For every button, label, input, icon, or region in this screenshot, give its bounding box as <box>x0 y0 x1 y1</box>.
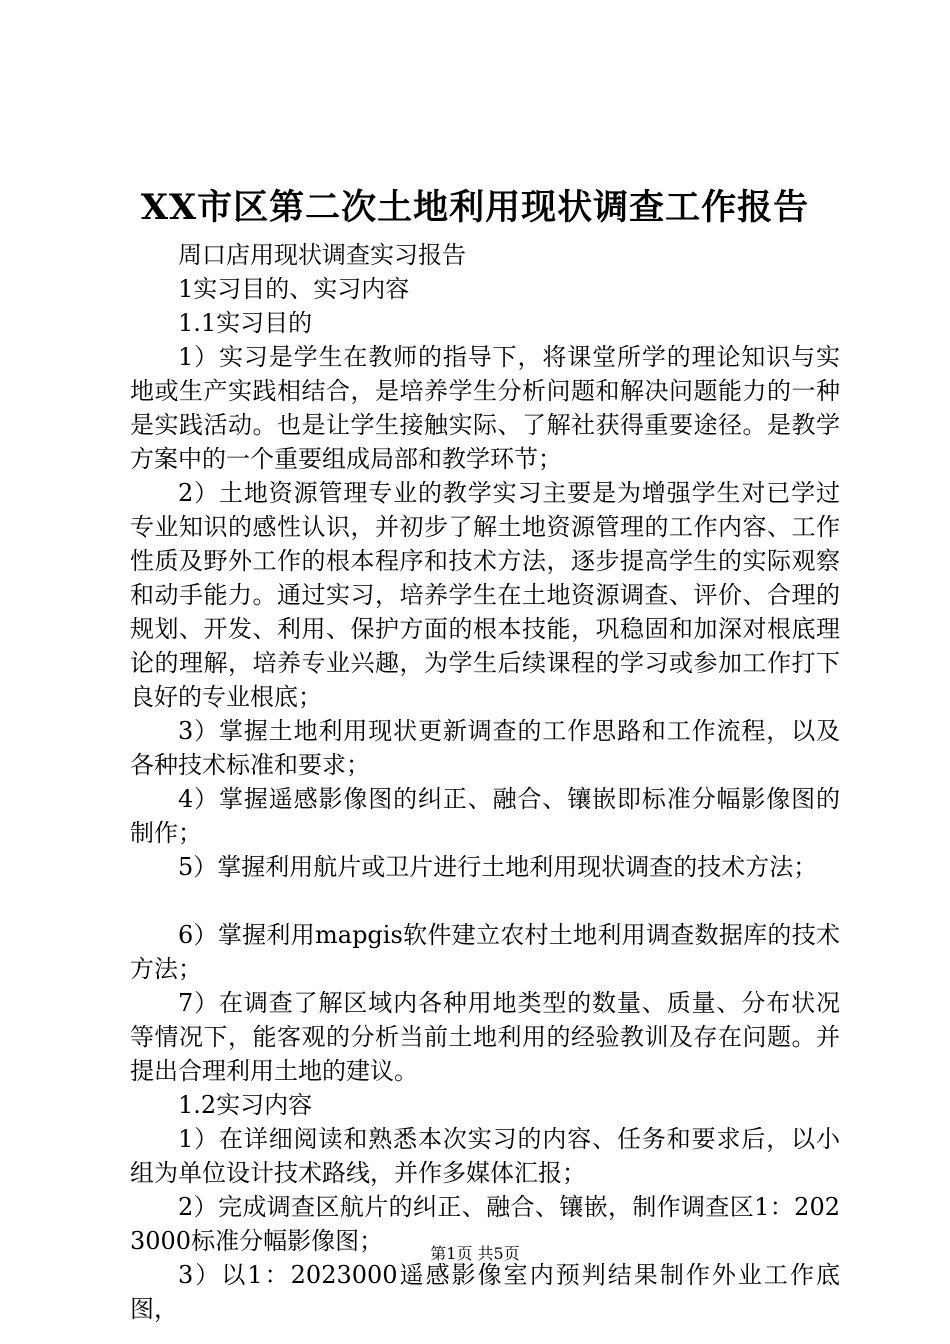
paragraph-item-2: 2）土地资源管理专业的教学实习主要是为增强学生对已学过专业知识的感性认识，并初步了解土地资源管理的工作内容、工作性质及野外工作的根本程序和技术方法，逐步提高学生的实际观察和动手能力。通过实习，培养学生在土地资源调查、评价、合理的规划、开发、利用、保护方面的根本技能，巩稳固和加深对根底理论的理解，培养专业兴趣，为学生后续课程的学习或参加工作打下良好的专业根底； <box>130 479 840 711</box>
paragraph-item-5: 5）掌握利用航片或卫片进行土地利用现状调查的技术方法； <box>178 853 818 881</box>
page-number-footer: 第1页 共5页 <box>430 1244 520 1263</box>
paragraph-item-7: 7）在调查了解区域内各种用地类型的数量、质量、分布状况等情况下，能客观的分析当前土地利用的经验教训及存在问题。并提出合理利用土地的建议。 <box>130 989 840 1085</box>
paragraph-section-1-2-heading: 1.2实习内容 <box>178 1091 313 1119</box>
paragraph-content-item-1: 1）在详细阅读和熟悉本次实习的内容、任务和要求后，以小组为单位设计技术路线，并作多媒体汇报； <box>130 1125 840 1187</box>
paragraph-report-subtitle: 周口店用现状调查实习报告 <box>178 241 466 269</box>
paragraph-item-3: 3）掌握土地利用现状更新调查的工作思路和工作流程，以及各种技术标准和要求； <box>130 717 840 779</box>
paragraph-content-item-2: 2）完成调查区航片的纠正、融合、镶嵌，制作调查区1：2023000标准分幅影像图； <box>130 1193 840 1255</box>
paragraph-item-1: 1）实习是学生在教师的指导下，将课堂所学的理论知识与实地或生产实践相结合，是培养学生分析问题和解决问题能力的一种是实践活动。也是让学生接触实际、了解社获得重要途径。是教学方案中的一个重要组成局部和教学环节； <box>130 343 840 473</box>
paragraph-section-1-1-heading: 1.1实习目的 <box>178 309 313 337</box>
document-body <box>130 238 840 1326</box>
paragraph-item-4: 4）掌握遥感影像图的纠正、融合、镶嵌即标准分幅影像图的制作； <box>130 785 840 847</box>
paragraph-content-item-3: 3）以1：2023000遥感影像室内预判结果制作外业工作底图， <box>130 1261 840 1323</box>
paragraph-section-1-heading: 1实习目的、实习内容 <box>178 275 410 303</box>
document-title: XX市区第二次土地利用现状调查工作报告 <box>140 187 810 228</box>
paragraph-item-6: 6）掌握利用mapgis软件建立农村土地利用调查数据库的技术方法； <box>130 921 840 983</box>
